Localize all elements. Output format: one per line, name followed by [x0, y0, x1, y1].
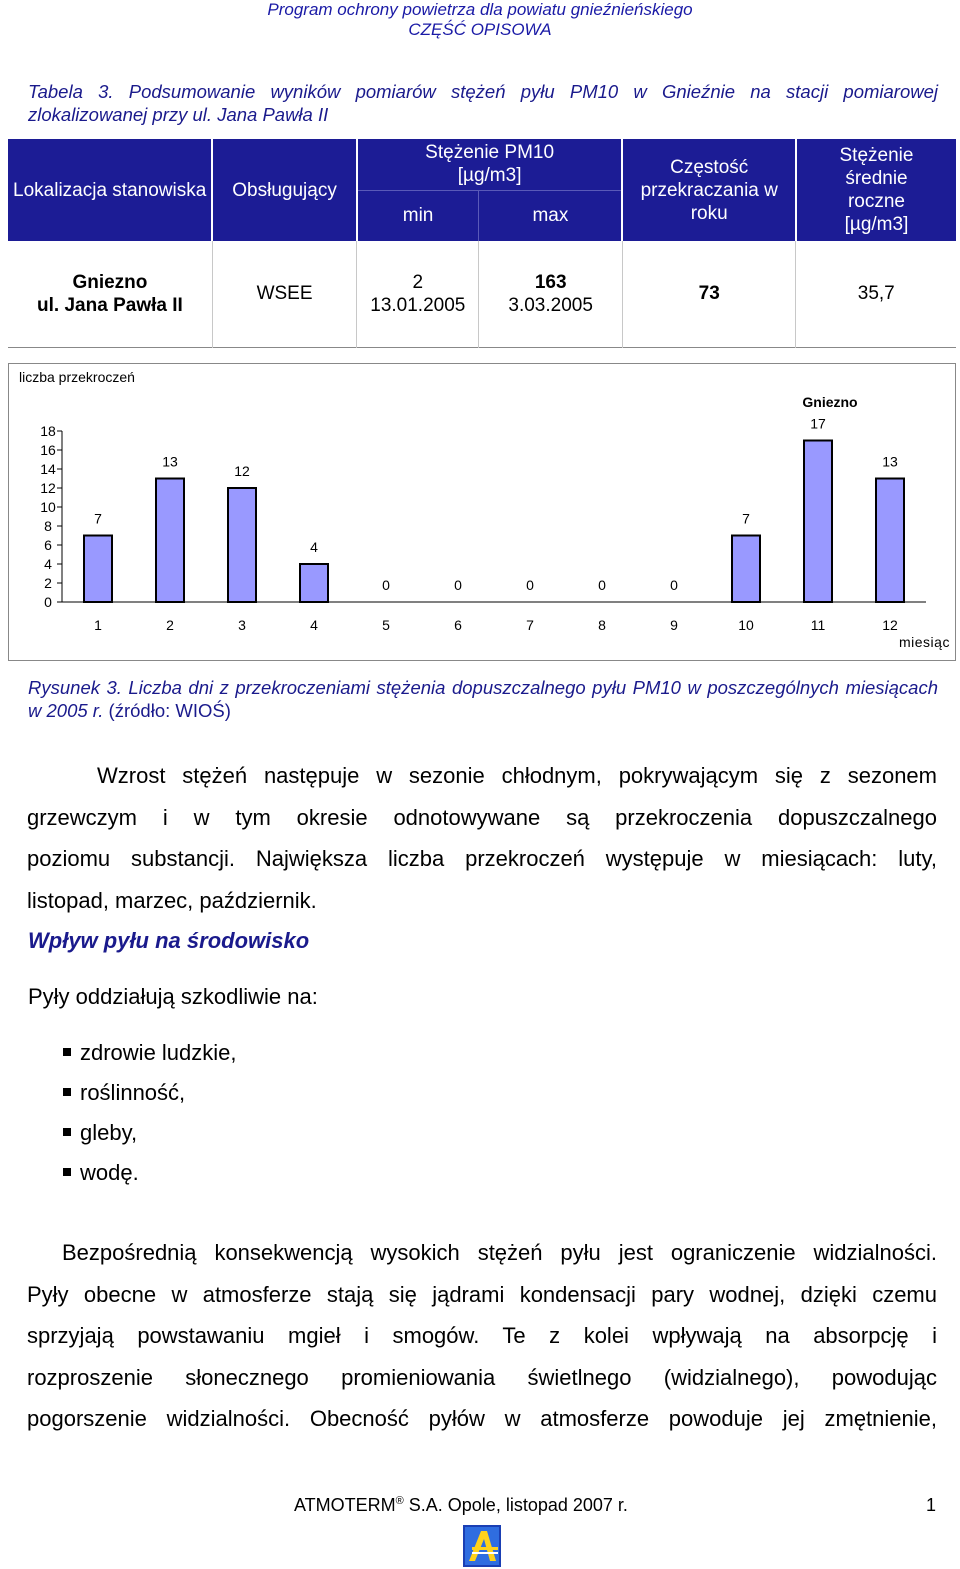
list-item: zdrowie ludzkie, [60, 1033, 237, 1073]
data-label: 4 [310, 539, 318, 555]
y-tick-label: 2 [44, 575, 52, 591]
header-operator: Obsługujący [212, 139, 356, 241]
data-label: 0 [598, 577, 606, 593]
data-label: 7 [94, 510, 102, 527]
section-heading: Wpływ pyłu na środowisko [28, 928, 310, 953]
list-item: gleby, [60, 1113, 237, 1153]
x-tick-label: 7 [526, 617, 534, 633]
cell-operator: WSEE [212, 241, 356, 347]
x-tick-label: 8 [598, 617, 606, 633]
x-tick-label: 3 [238, 617, 246, 633]
x-tick-label: 6 [454, 617, 462, 633]
x-axis-label: miesiąc [899, 634, 950, 650]
data-label: 0 [526, 577, 534, 593]
page-number: 1 [926, 1495, 937, 1515]
y-tick-label: 16 [40, 442, 56, 458]
effects-intro: Pyły oddziałują szkodliwie na: [28, 984, 318, 1009]
header-location: Lokalizacja stanowiska [8, 139, 212, 241]
data-label: 12 [234, 463, 250, 479]
bar [84, 536, 112, 603]
x-tick-label: 12 [882, 617, 898, 633]
x-tick-label: 10 [738, 617, 754, 633]
results-table [8, 139, 956, 348]
y-tick-label: 4 [44, 556, 52, 572]
data-label: 7 [742, 510, 750, 527]
y-tick-label: 6 [44, 537, 52, 553]
x-tick-label: 9 [670, 617, 678, 633]
x-tick-label: 1 [94, 617, 102, 633]
data-label: 17 [810, 415, 826, 432]
y-axis-label: liczba przekroczeń [19, 369, 135, 385]
paragraph-visibility: Bezpośrednią konsekwencją wysokich stężeń pyłu jest ograniczenie widzialności. Pyły obecne w atmosferze stają się jądrami kondensacji pary wodnej, dzięki czemu sprzyjają powstawaniu mgieł i smogów. Te z kolei wpływają na absorpcję i rozproszenie słonecznego promieniowania świetlnego (widzialnego), powodując pogorszenie widzialności. Obecność pyłów w atmosferze powoduje jej zmętnienie, [27, 1240, 937, 1431]
y-tick-label: 10 [40, 499, 56, 515]
y-tick-label: 0 [44, 594, 52, 610]
bar [228, 488, 256, 602]
bar [156, 479, 184, 603]
document-header-title: Program ochrony powietrza dla powiatu gnieźnieńskiego [267, 0, 693, 19]
cell-annual: 35,7 [796, 241, 956, 347]
y-tick-label: 8 [44, 518, 52, 534]
header-max: max [479, 190, 623, 241]
document-header-part: CZĘŚĆ OPISOWA [408, 20, 552, 39]
effects-list [60, 1033, 237, 1193]
header-concentration: Stężenie PM10 [µg/m3] [357, 139, 623, 190]
data-label: 0 [670, 577, 678, 593]
chart-bars [84, 416, 904, 603]
cell-location: Gniezno ul. Jana Pawła II [37, 271, 183, 316]
company-logo [463, 1525, 501, 1567]
paragraph-seasonal: Wzrost stężeń następuje w sezonie chłodnym, pokrywającym się z sezonem grzewczym i w tym okresie odnotowywane są przekroczenia dopuszczalnego poziomu substancji. Największa liczba przekroczeń występuje w miesiącach: luty, listopad, marzec, październik. [27, 763, 937, 913]
bar [732, 536, 760, 603]
cell-min: 2 13.01.2005 [357, 241, 479, 347]
header-min: min [357, 190, 479, 241]
list-item: wodę. [60, 1153, 237, 1193]
header-annual: Stężenie średnie roczne [µg/m3] [796, 139, 956, 241]
data-label: 13 [882, 453, 898, 470]
y-tick-label: 12 [40, 480, 56, 496]
table-caption: Tabela 3. Podsumowanie wyników pomiarów stężeń pyłu PM10 w Gnieźnie na stacji pomiarowej zlokalizowanej przy ul. Jana Pawła II [28, 81, 938, 125]
bar [876, 479, 904, 603]
exceedance-chart [8, 363, 956, 661]
x-tick-label: 2 [166, 617, 174, 633]
x-tick-label: 11 [810, 617, 826, 633]
cell-frequency: 73 [622, 241, 796, 347]
bar [804, 441, 832, 603]
chart-svg [9, 364, 955, 660]
data-label: 0 [382, 577, 390, 593]
legend-label: Gniezno [802, 394, 858, 410]
cell-max: 163 3.03.2005 [479, 241, 623, 347]
x-tick-label: 4 [310, 617, 318, 633]
table-row [8, 241, 956, 347]
figure-caption: Rysunek 3. Liczba dni z przekroczeniami stężenia dopuszczalnego pyłu PM10 w poszczególnych miesiącach w 2005 r. (źródło: WIOŚ) [28, 677, 938, 721]
header-frequency: Częstość przekraczania w roku [622, 139, 796, 241]
data-label: 13 [162, 453, 178, 470]
y-tick-label: 14 [40, 461, 56, 477]
footer-company: ATMOTERM® S.A. Opole, listopad 2007 r. [294, 1495, 628, 1515]
x-tick-label: 5 [382, 617, 390, 633]
bar [300, 564, 328, 602]
data-label: 0 [454, 577, 462, 593]
list-item: roślinność, [60, 1073, 237, 1113]
y-tick-label: 18 [40, 423, 56, 439]
